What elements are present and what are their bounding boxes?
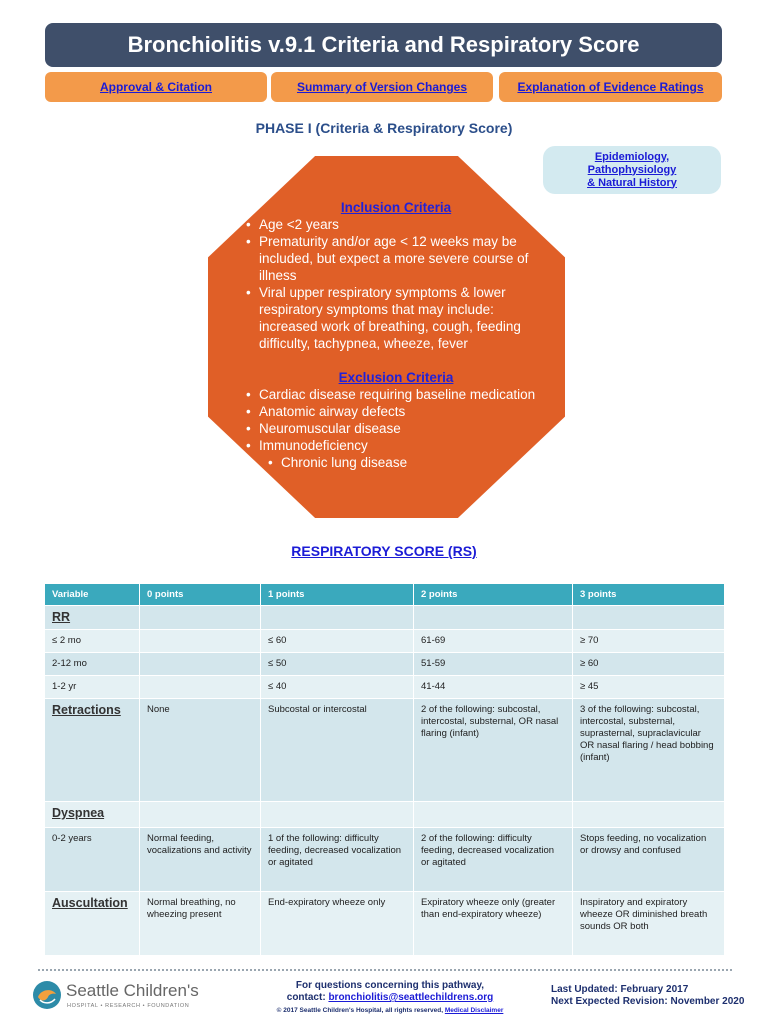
table-cell bbox=[261, 606, 414, 630]
footer-contact bbox=[240, 980, 540, 1017]
copyright-line bbox=[240, 1005, 540, 1017]
seattle-childrens-logo bbox=[33, 979, 233, 1019]
table-cell: 3 of the following: subcostal, intercostal, substernal, suprasternal, supraclavicular OR nasal flaring / head bobbing (infant) bbox=[573, 699, 725, 802]
respiratory-score-title[interactable]: RESPIRATORY SCORE (RS) bbox=[291, 543, 477, 559]
inclusion-criteria-list bbox=[246, 216, 546, 352]
epidemiology-link[interactable] bbox=[543, 146, 721, 194]
evidence-ratings-link[interactable]: Explanation of Evidence Ratings bbox=[499, 72, 722, 102]
column-header: 1 points bbox=[261, 584, 414, 606]
table-cell: ≤ 2 mo bbox=[45, 630, 140, 653]
contact-email-link[interactable]: bronchiolitis@seattlechildrens.org bbox=[328, 992, 494, 1003]
table-cell: 1 of the following: difficulty feeding, decreased vocalization or agitated bbox=[261, 828, 414, 892]
phase-title: PHASE I (Criteria & Respiratory Score) bbox=[255, 120, 513, 136]
table-cell: None bbox=[140, 699, 261, 802]
table-cell: ≥ 70 bbox=[573, 630, 725, 653]
table-cell: End-expiratory wheeze only bbox=[261, 892, 414, 956]
table-cell: 2 of the following: difficulty feeding, decreased vocalization or agitated bbox=[414, 828, 573, 892]
whale-logo-icon bbox=[33, 980, 61, 1010]
logo-subtitle: HOSPITAL • RESEARCH • FOUNDATION bbox=[67, 1003, 190, 1009]
table-row bbox=[45, 828, 725, 892]
exclusion-item: • Chronic lung disease bbox=[246, 454, 546, 471]
footer-divider bbox=[38, 969, 732, 971]
table-row bbox=[45, 802, 725, 828]
table-cell: 0-2 years bbox=[45, 828, 140, 892]
variable-dyspnea: Dyspnea bbox=[45, 802, 140, 828]
table-cell bbox=[261, 802, 414, 828]
table-cell: Stops feeding, no vocalization or drowsy and confused bbox=[573, 828, 725, 892]
version-changes-link[interactable]: Summary of Version Changes bbox=[271, 72, 493, 102]
table-row bbox=[45, 676, 725, 699]
inclusion-item: • Age <2 years bbox=[246, 216, 546, 233]
inclusion-item: • Viral upper respiratory symptoms & lower respiratory symptoms that may include: increased work of breathing, cough, feeding difficulty, tachypnea, wheeze, fever bbox=[246, 284, 546, 352]
variable-auscultation: Auscultation bbox=[45, 892, 140, 956]
footer-dates bbox=[551, 984, 744, 1008]
footer-contact-line bbox=[240, 992, 540, 1004]
table-cell: 2-12 mo bbox=[45, 653, 140, 676]
footer-questions: For questions concerning this pathway, bbox=[295, 980, 485, 991]
epidemiology-link-line[interactable]: Epidemiology, bbox=[594, 150, 670, 163]
variable-retractions: Retractions bbox=[45, 699, 140, 802]
table-row bbox=[45, 892, 725, 956]
column-header: 2 points bbox=[414, 584, 573, 606]
exclusion-item: • Cardiac disease requiring baseline medication bbox=[246, 386, 546, 403]
table-row bbox=[45, 606, 725, 630]
criteria-content bbox=[246, 199, 546, 471]
exclusion-criteria-title[interactable]: Exclusion Criteria bbox=[338, 370, 454, 385]
page-title: Bronchiolitis v.9.1 Criteria and Respiratory Score bbox=[45, 23, 722, 67]
table-cell bbox=[573, 606, 725, 630]
exclusion-criteria-list bbox=[246, 386, 546, 471]
exclusion-item: • Anatomic airway defects bbox=[246, 403, 546, 420]
table-cell: ≤ 40 bbox=[261, 676, 414, 699]
table-cell: 51-59 bbox=[414, 653, 573, 676]
table-cell bbox=[140, 653, 261, 676]
table-row bbox=[45, 699, 725, 802]
table-cell: ≤ 50 bbox=[261, 653, 414, 676]
contact-prefix: contact: bbox=[286, 992, 329, 1003]
table-cell: Subcostal or intercostal bbox=[261, 699, 414, 802]
copyright-text: © 2017 Seattle Children's Hospital, all rights reserved, bbox=[276, 1007, 445, 1014]
table-cell bbox=[140, 676, 261, 699]
table-cell bbox=[573, 802, 725, 828]
table-row bbox=[45, 653, 725, 676]
column-header: 3 points bbox=[573, 584, 725, 606]
table-cell: Normal feeding, vocalizations and activity bbox=[140, 828, 261, 892]
approval-citation-link[interactable]: Approval & Citation bbox=[45, 72, 267, 102]
epidemiology-link-line[interactable]: & Natural History bbox=[587, 176, 677, 189]
exclusion-item: • Immunodeficiency bbox=[246, 437, 546, 454]
next-revision: Next Expected Revision: November 2020 bbox=[551, 996, 745, 1007]
column-header: 0 points bbox=[140, 584, 261, 606]
table-cell bbox=[140, 606, 261, 630]
table-cell bbox=[414, 606, 573, 630]
table-cell: ≥ 60 bbox=[573, 653, 725, 676]
table-cell bbox=[414, 802, 573, 828]
table-cell: 41-44 bbox=[414, 676, 573, 699]
table-cell: Expiratory wheeze only (greater than end-expiratory wheeze) bbox=[414, 892, 573, 956]
table-cell: ≥ 45 bbox=[573, 676, 725, 699]
table-cell: Normal breathing, no wheezing present bbox=[140, 892, 261, 956]
table-cell: 1-2 yr bbox=[45, 676, 140, 699]
table-cell: 2 of the following: subcostal, intercostal, substernal, OR nasal flaring (infant) bbox=[414, 699, 573, 802]
table-cell bbox=[140, 802, 261, 828]
table-header-row bbox=[45, 584, 725, 606]
exclusion-item: • Neuromuscular disease bbox=[246, 420, 546, 437]
logo-name: Seattle Children's bbox=[66, 981, 199, 1000]
last-updated: Last Updated: February 2017 bbox=[551, 984, 689, 995]
table-cell: 61-69 bbox=[414, 630, 573, 653]
respiratory-score-table bbox=[44, 583, 725, 956]
epidemiology-link-line[interactable]: Pathophysiology bbox=[587, 163, 677, 176]
table-cell: Inspiratory and expiratory wheeze OR diminished breath sounds OR both bbox=[573, 892, 725, 956]
table-cell bbox=[140, 630, 261, 653]
inclusion-item: • Prematurity and/or age < 12 weeks may be included, but expect a more severe course of illness bbox=[246, 233, 546, 284]
table-cell: ≤ 60 bbox=[261, 630, 414, 653]
medical-disclaimer-link[interactable]: Medical Disclaimer bbox=[444, 1007, 504, 1014]
column-header: Variable bbox=[45, 584, 140, 606]
variable-rr: RR bbox=[45, 606, 140, 630]
table-row bbox=[45, 630, 725, 653]
inclusion-criteria-title[interactable]: Inclusion Criteria bbox=[340, 200, 452, 215]
